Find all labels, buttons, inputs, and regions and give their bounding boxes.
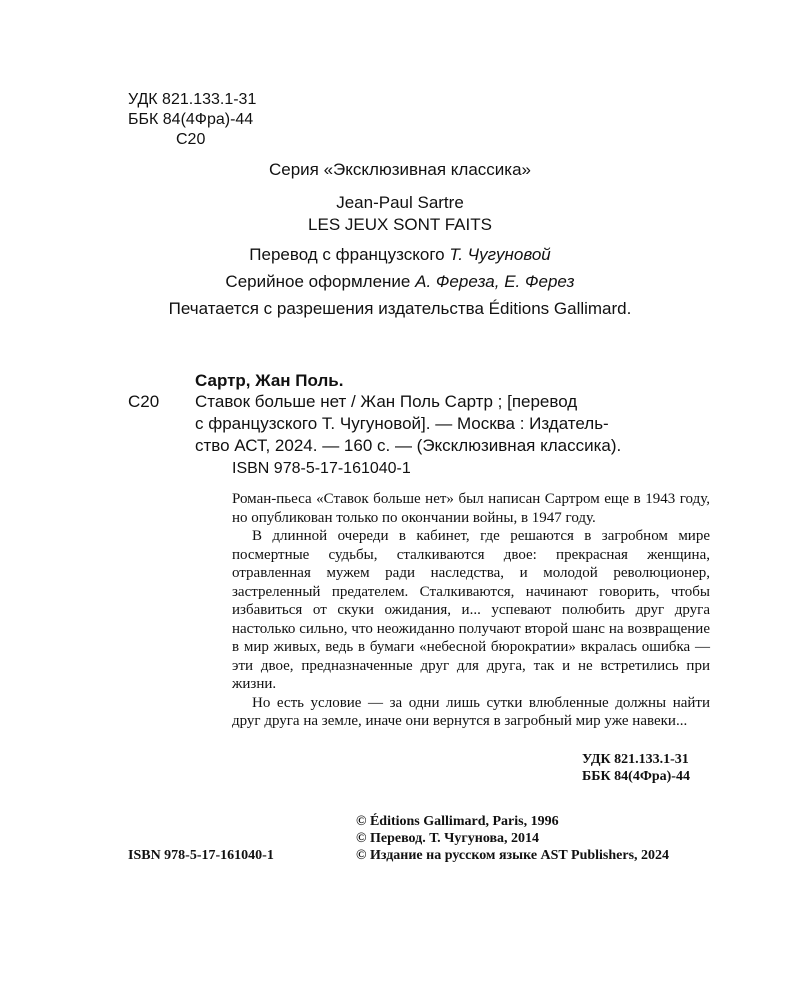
copyright-line: © Издание на русском языке AST Publishers, 2024: [356, 848, 670, 863]
annotation-paragraph: Роман-пьеса «Ставок больше нет» был написан Сартром еще в 1943 году, но опубликован только по окончании войны, в 1947 году.: [232, 491, 710, 526]
copyright-line: © Éditions Gallimard, Paris, 1996: [356, 814, 559, 829]
catalog-author-heading: Сартр, Жан Поль.: [195, 371, 344, 390]
footer-isbn: ISBN 978-5-17-161040-1: [128, 848, 274, 863]
copyright-line: © Перевод. Т. Чугунова, 2014: [356, 831, 540, 846]
design-credit: [0, 272, 800, 292]
author-original: Jean-Paul Sartre: [336, 193, 464, 212]
header-udk: УДК 821.133.1-31: [128, 91, 257, 108]
translator-name: Т. Чугуновой: [449, 245, 551, 264]
design-prefix: Серийное оформление: [225, 272, 416, 291]
translation-prefix: Перевод с французского: [249, 245, 450, 264]
catalog-description-line-1: Ставок больше нет / Жан Поль Сартр ; [перевод: [195, 392, 578, 411]
translation-credit: [0, 245, 800, 265]
annotation: [232, 490, 710, 731]
catalog-bbk: ББК 84(4Фра)-44: [582, 769, 690, 784]
catalog-mark: С20: [128, 392, 160, 411]
catalog-description-line-3: ство АСТ, 2024. — 160 с. — (Эксклюзивная классика).: [195, 436, 622, 455]
annotation-paragraph: Но есть условие — за одни лишь сутки влюбленные должны найти друг друга на земле, иначе они вернутся в загробный мир уже навеки...: [232, 694, 710, 729]
catalog-isbn: ISBN 978-5-17-161040-1: [232, 460, 411, 477]
header-bbk: ББК 84(4Фра)-44: [128, 111, 254, 128]
designers-names: А. Фереза, Е. Ферез: [415, 272, 575, 291]
title-original: LES JEUX SONT FAITS: [308, 215, 492, 234]
permission-line: Печатается с разрешения издательства Éditions Gallimard.: [168, 299, 632, 318]
catalog-description-line-2: с французского Т. Чугуновой]. — Москва : Издатель-: [195, 414, 609, 433]
series-line: Серия «Эксклюзивная классика»: [268, 160, 532, 179]
annotation-paragraph: В длинной очереди в кабинет, где решаются в загробном мире посмертные судьбы, сталкиваются двое: прекрасная женщина, отравленная мужем ради наследства, и молодой революционер, застреленный предателем. Сталкиваются, начинают говорить, чтобы избавиться от скуки ожидания, и... успевают полюбить друг друга настолько сильно, что неожиданно получают второй шанс на возвращение в мир живых, ведь в бумаги «небесной бюрократии» вкралась ошибка — эти двое, предназначенные друг для друга, так и не встретились при жизни.: [232, 528, 710, 692]
catalog-udk: УДК 821.133.1-31: [582, 752, 689, 767]
header-author-mark: С20: [176, 131, 206, 148]
